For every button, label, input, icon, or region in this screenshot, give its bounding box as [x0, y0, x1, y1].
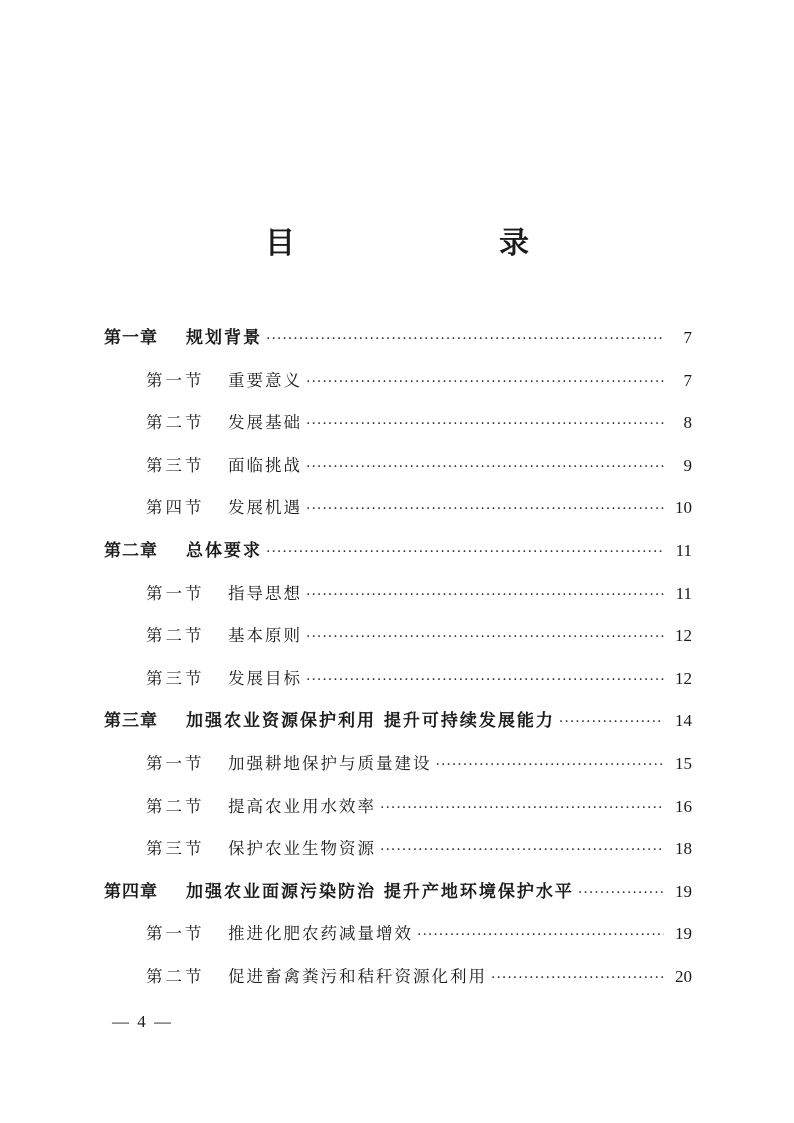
dot-leader [559, 701, 664, 744]
toc-section-entry[interactable] [104, 573, 692, 616]
toc-entry-page: 15 [675, 753, 692, 773]
dot-leader [578, 872, 664, 915]
toc-entry-number: 第一节 [146, 753, 205, 773]
toc-entry-number: 第四章 [104, 881, 158, 902]
toc-chapter-entry[interactable] [104, 530, 692, 573]
dot-leader [306, 616, 664, 659]
dot-leader [491, 957, 664, 1000]
toc-entry-page: 19 [675, 924, 692, 944]
toc-entry-label: 推进化肥农药减量增效 [228, 924, 413, 944]
toc-section-entry[interactable] [104, 828, 692, 871]
toc-entry-number: 第二章 [104, 540, 158, 561]
toc-chapter-entry[interactable] [104, 700, 692, 743]
toc-entry-page: 18 [675, 839, 692, 859]
toc-section-entry[interactable] [104, 487, 692, 530]
toc-entry-page: 11 [675, 583, 692, 603]
toc-entry-page: 19 [675, 881, 692, 901]
page-title: 目 录 [265, 226, 577, 261]
toc-entry-label: 基本原则 [228, 626, 302, 646]
toc-entry-page: 9 [683, 455, 692, 475]
toc-entry-number: 第二节 [146, 413, 205, 433]
toc-entry-label: 促进畜禽粪污和秸秆资源化利用 [228, 966, 487, 986]
dot-leader [306, 574, 664, 617]
toc-entry-number: 第三节 [146, 668, 205, 688]
toc-entry-label: 规划背景 [186, 328, 262, 348]
toc-entry-page: 14 [675, 711, 692, 731]
toc-section-entry[interactable] [104, 786, 692, 829]
toc-entry-number: 第一节 [146, 370, 205, 390]
toc-entry-number: 第三节 [146, 839, 205, 859]
toc-entry-page: 7 [683, 328, 692, 347]
toc-section-entry[interactable] [104, 360, 692, 403]
toc-section-entry[interactable] [104, 658, 692, 701]
toc-entry-label: 面临挑战 [228, 455, 302, 475]
toc-entry-number: 第二节 [146, 626, 205, 646]
toc-entry-label: 加强耕地保护与质量建设 [228, 753, 432, 773]
dot-leader [417, 914, 664, 957]
toc-entry-page: 7 [683, 370, 692, 390]
dot-leader [380, 829, 664, 872]
toc-entry-label: 总体要求 [186, 540, 262, 561]
toc-section-entry[interactable] [104, 445, 692, 488]
toc-entry-number: 第一章 [104, 328, 158, 348]
toc-entry-label: 加强农业面源污染防治 提升产地环境保护水平 [186, 881, 574, 902]
dot-leader [266, 318, 664, 361]
dot-leader [306, 446, 664, 489]
toc-chapter-entry[interactable] [104, 317, 692, 360]
dot-leader [380, 787, 664, 830]
toc-entry-number: 第三节 [146, 455, 205, 475]
toc-entry-page: 20 [675, 966, 692, 986]
dot-leader [306, 361, 664, 404]
toc-entry-page: 11 [675, 540, 692, 560]
toc-entry-number: 第三章 [104, 711, 158, 732]
toc-entry-page: 10 [675, 498, 692, 518]
dot-leader [436, 744, 665, 787]
toc-entry-number: 第四节 [146, 498, 205, 518]
toc-section-entry[interactable] [104, 743, 692, 786]
toc-entry-page: 16 [675, 796, 692, 816]
toc-entry-label: 发展目标 [228, 668, 302, 688]
toc-entry-label: 加强农业资源保护利用 提升可持续发展能力 [186, 711, 555, 732]
dot-leader [266, 531, 664, 574]
page-number-footer: — 4 — [112, 1012, 173, 1031]
toc-section-entry[interactable] [104, 913, 692, 956]
toc-entry-page: 8 [683, 413, 692, 433]
toc-entry-number: 第一节 [146, 583, 205, 603]
toc-entry-label: 提高农业用水效率 [228, 796, 376, 816]
toc-section-entry[interactable] [104, 956, 692, 999]
dot-leader [306, 403, 664, 446]
dot-leader [306, 488, 664, 531]
toc-entry-label: 保护农业生物资源 [228, 839, 376, 859]
toc-entry-number: 第二节 [146, 966, 205, 986]
toc-entry-page: 12 [675, 626, 692, 646]
toc-chapter-entry[interactable] [104, 871, 692, 914]
toc-entry-label: 重要意义 [228, 370, 302, 390]
toc-entry-label: 指导思想 [228, 583, 302, 603]
toc-section-entry[interactable] [104, 615, 692, 658]
toc-entry-number: 第一节 [146, 924, 205, 944]
table-of-contents [104, 317, 692, 999]
toc-entry-number: 第二节 [146, 796, 205, 816]
toc-entry-label: 发展机遇 [228, 498, 302, 518]
toc-entry-label: 发展基础 [228, 413, 302, 433]
toc-entry-page: 12 [675, 668, 692, 688]
toc-section-entry[interactable] [104, 402, 692, 445]
dot-leader [306, 659, 664, 702]
